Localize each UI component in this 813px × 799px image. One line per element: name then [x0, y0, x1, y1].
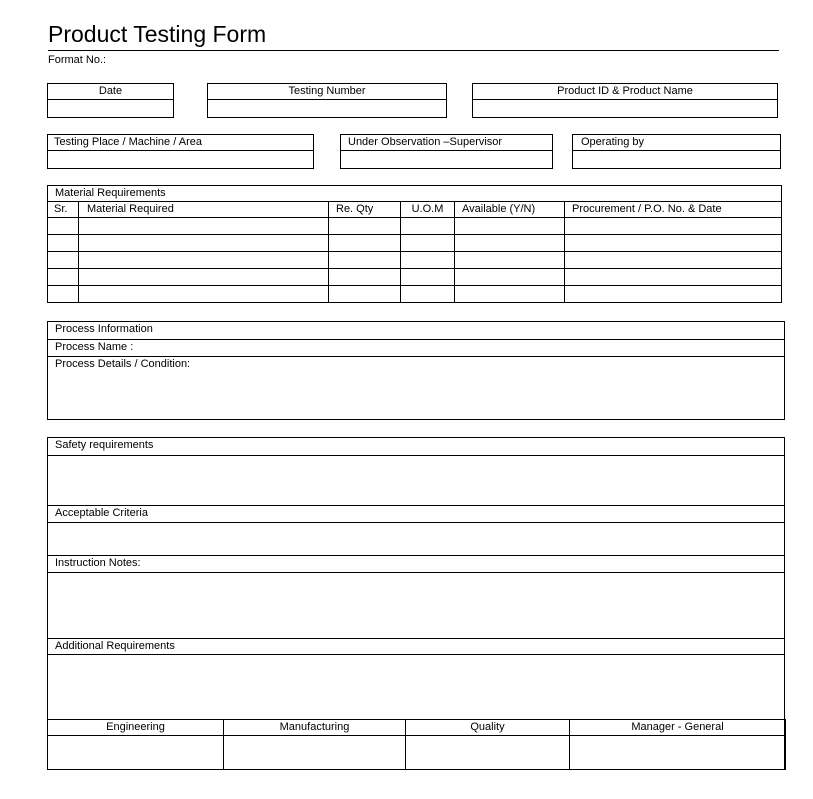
- signature-engineering[interactable]: [48, 736, 224, 770]
- col-uom: U.O.M: [401, 202, 455, 218]
- material-header-row: [48, 202, 782, 218]
- requirements-section: [47, 437, 785, 770]
- acceptable-heading: Acceptable Criteria: [48, 505, 784, 522]
- instruction-heading: Instruction Notes:: [48, 555, 784, 572]
- supervisor-label: Under Observation –Supervisor: [341, 135, 552, 151]
- table-row[interactable]: [48, 252, 782, 269]
- testing-number-label: Testing Number: [208, 84, 446, 100]
- testing-place-label: Testing Place / Machine / Area: [48, 135, 313, 151]
- signoff-manufacturing: Manufacturing: [224, 720, 406, 736]
- material-heading: Material Requirements: [48, 186, 782, 202]
- process-heading: Process Information: [55, 323, 153, 335]
- col-sr: Sr.: [48, 202, 79, 218]
- signoff-manager-general: Manager - General: [570, 720, 786, 736]
- operating-by-label: Operating by: [573, 135, 780, 151]
- process-name-field[interactable]: Process Name :: [48, 339, 784, 356]
- signoff-engineering: Engineering: [48, 720, 224, 736]
- instruction-field[interactable]: [48, 572, 784, 638]
- col-material-required: Material Required: [79, 202, 329, 218]
- safety-field[interactable]: [48, 455, 784, 505]
- testing-place-box[interactable]: [47, 134, 314, 169]
- date-label: Date: [48, 84, 173, 100]
- signature-quality[interactable]: [406, 736, 570, 770]
- table-row[interactable]: [48, 235, 782, 252]
- table-row[interactable]: [48, 286, 782, 303]
- col-procurement: Procurement / P.O. No. & Date: [565, 202, 782, 218]
- testing-number-box[interactable]: [207, 83, 447, 118]
- signoff-quality: Quality: [406, 720, 570, 736]
- product-id-label: Product ID & Product Name: [473, 84, 777, 100]
- process-details-field[interactable]: Process Details / Condition:: [48, 356, 784, 419]
- supervisor-box[interactable]: [340, 134, 553, 169]
- date-box[interactable]: [47, 83, 174, 118]
- additional-heading: Additional Requirements: [48, 638, 784, 654]
- product-id-box[interactable]: [472, 83, 778, 118]
- signature-manager-general[interactable]: [570, 736, 786, 770]
- table-row[interactable]: [48, 269, 782, 286]
- operating-by-box[interactable]: [572, 134, 781, 169]
- col-available: Available (Y/N): [455, 202, 565, 218]
- signature-manufacturing[interactable]: [224, 736, 406, 770]
- table-row[interactable]: [48, 218, 782, 235]
- process-section: [47, 321, 785, 420]
- material-table: [47, 185, 782, 303]
- additional-field[interactable]: [48, 654, 784, 720]
- form-title: Product Testing Form: [48, 21, 267, 47]
- signoff-table: [47, 719, 786, 770]
- safety-heading: Safety requirements: [55, 439, 154, 451]
- title-rule: [48, 50, 779, 51]
- col-re-qty: Re. Qty: [329, 202, 401, 218]
- acceptable-field[interactable]: [48, 522, 784, 555]
- format-no-label: Format No.:: [48, 54, 107, 66]
